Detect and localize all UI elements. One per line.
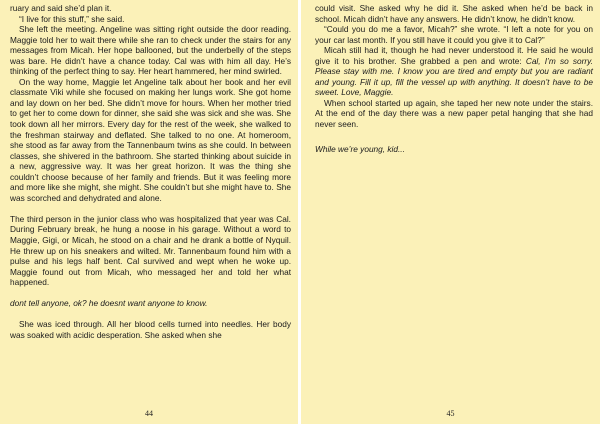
paragraph: “Could you do me a favor, Micah?” she wrote. “I left a note for you on your car last month. If you still have it could you give it to Cal?” — [315, 24, 593, 45]
paragraph: On the way home, Maggie let Angeline talk about her book and her evil classmate Viki while she focused on making her lungs work. She got home and lay down on her bed. She didn’t move for hours. When her mother tried to get her to come down for dinner, she said she was sick and she was. She took down all her mirrors. Every day for the rest of the week, she walked to the freshman stairway and deflated. She talked to no one. At homeroom, she stood as far away from the Tannenbaum twins as she could. In between classes, she shivered in the bathroom. She started thinking about suicide in a new, aggressive way. It was her great horizon. It was the thing she couldn’t choose because of her family and friends. But it was feeling more and more like she might, she might. She couldn’t but she might have to. She was scorched and dehydrated and alone. — [10, 76, 291, 203]
left-page — [0, 0, 298, 424]
text-message: dont tell anyone, ok? he doesnt want anyone to know. — [10, 298, 208, 309]
page-number: 44 — [145, 409, 153, 418]
page-number: 45 — [446, 409, 455, 418]
paragraph: could visit. She asked why he did it. She asked when he’d be back in school. Micah didn’t have any answers. He didn’t know, he didn’t know. — [315, 3, 593, 24]
paragraph: When school started up again, she taped her new note under the stairs. At the end of the day there was a new paper petal hanging that she had never seen. — [315, 97, 593, 130]
paragraph: The third person in the junior class who was hospitalized that year was Cal. During February break, he hung a noose in his garage. Without a word to Maggie, Gigi, or Micah, he stood on a chair and he drank a bottle of Nyquil. He threw up on his sneakers and wilted. Mr. Tannenbaum found him with a pulse and his legs half bent. Cal survived and wept when he woke up. Maggie found out from Micah, who messaged her and told her what happened. — [10, 213, 291, 288]
paper-petal-note: While we’re young, kid... — [315, 143, 405, 154]
handwritten-note: Cal, I’m so sorry. Please stay with me. I know you are tired and empty but you are radiant and young. Fill it up, fill the vessel up with anything. It doesn’t have to be sweet. Love, Maggie. — [315, 55, 593, 98]
right-page — [301, 0, 600, 424]
paragraph: ruary and said she’d plan it. — [10, 3, 112, 13]
right-page-text — [315, 3, 593, 154]
left-page-text — [10, 3, 291, 340]
paragraph: “I live for this stuff,” she said. — [19, 13, 125, 24]
paragraph: She was iced through. All her blood cells turned into needles. Her body was soaked with acidic desperation. She asked when she — [10, 319, 291, 340]
paragraph-text: Micah still had it, though he had never understood it. He said he would give it to his brother. She grabbed a pen and wrote: — [315, 45, 593, 66]
paragraph: She left the meeting. Angeline was sitting right outside the door reading. Maggie told her to wait there while she ran to check under the stairs for any messages from Micah. Her hope ballooned, but the underbelly of the steps was bare. He didn’t have a chance today. Cal was with him all day. He’s thinking of the perfect thing to say. Her heart hammered, her mind swirled. — [10, 24, 291, 77]
paragraph — [315, 45, 593, 98]
